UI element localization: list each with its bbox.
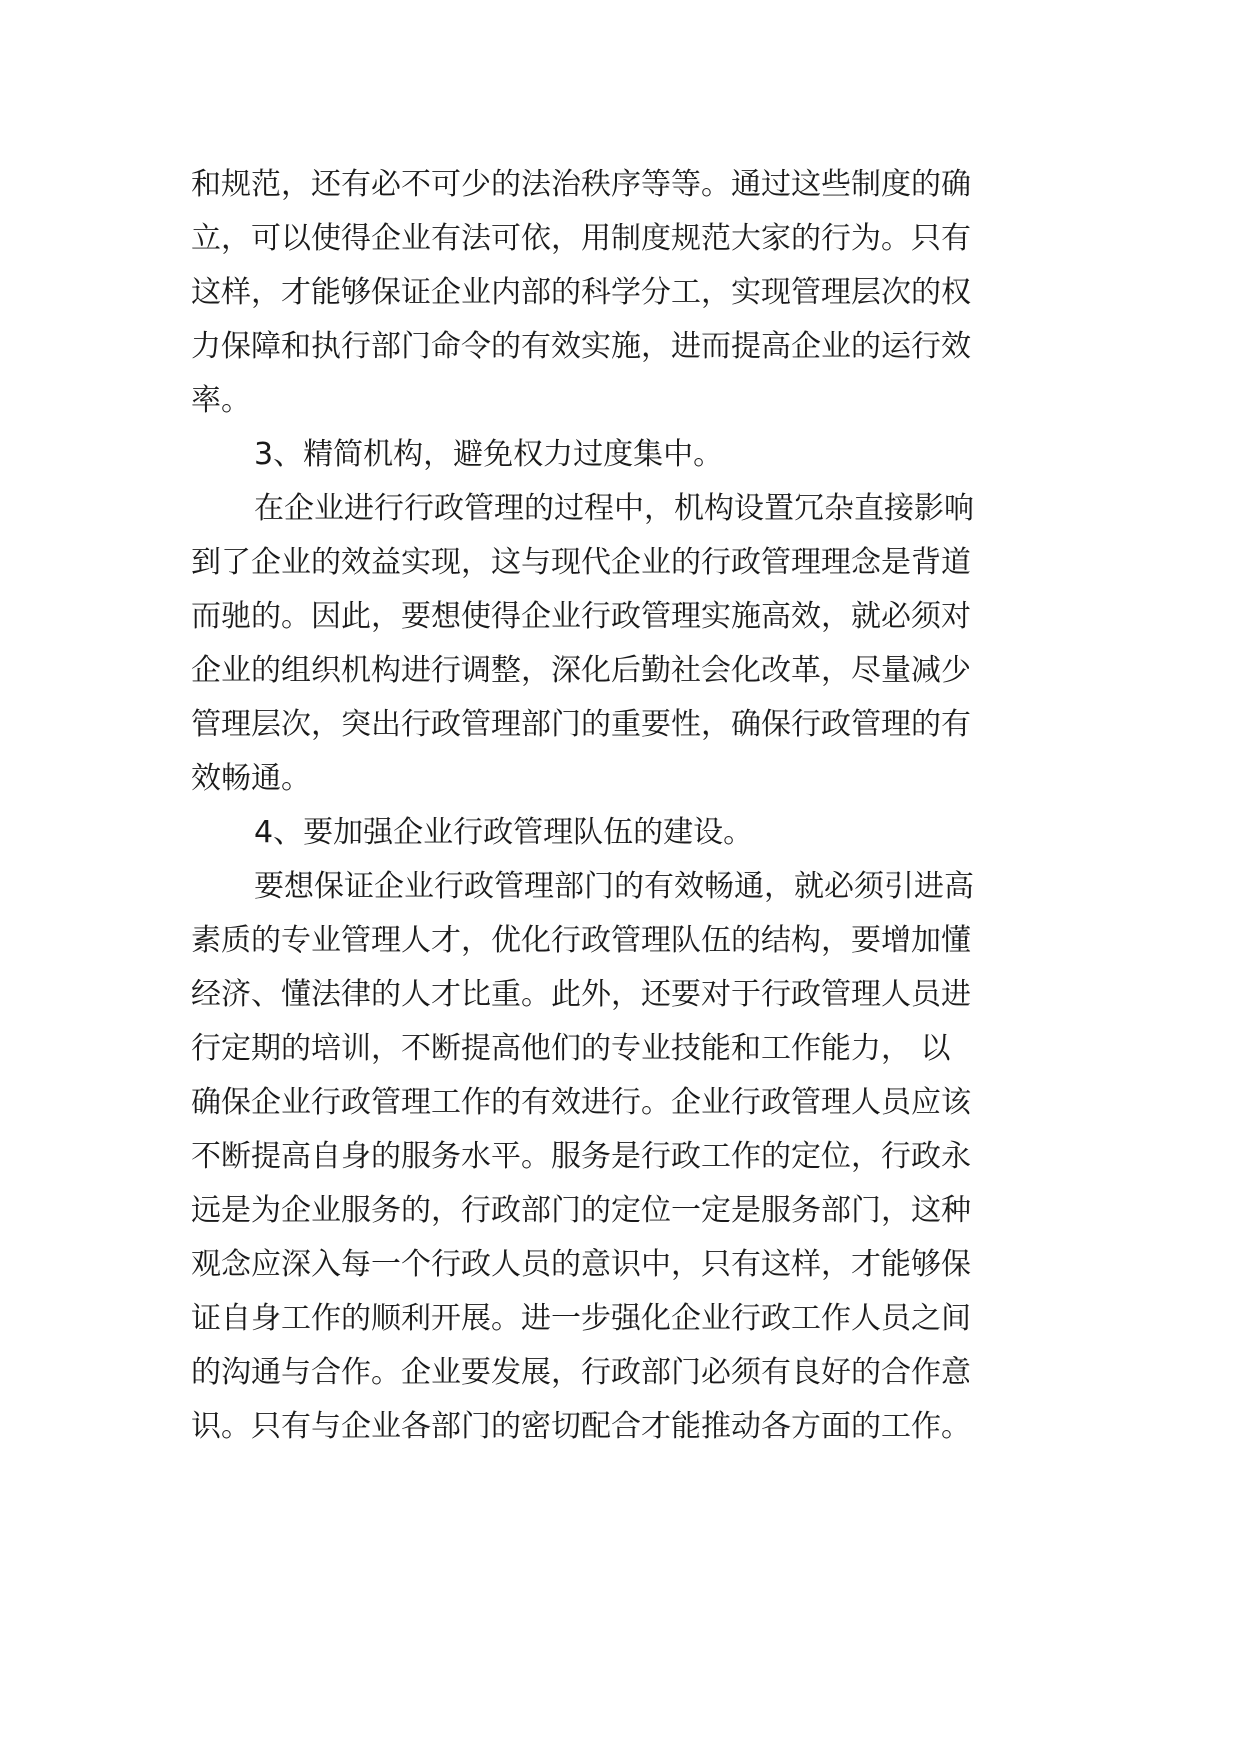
text-line: 证自身工作的顺利开展。进一步强化企业行政工作人员之间 xyxy=(191,1301,971,1336)
text-line: 这样，才能够保证企业内部的科学分工，实现管理层次的权 xyxy=(191,275,971,310)
text-line: 率。 xyxy=(191,383,251,418)
text-line: 经济、懂法律的人才比重。此外，还要对于行政管理人员进 xyxy=(191,977,971,1012)
text-line: 立，可以使得企业有法可依，用制度规范大家的行为。只有 xyxy=(191,221,971,256)
text-line: 识。只有与企业各部门的密切配合才能推动各方面的工作。 xyxy=(191,1409,971,1444)
text-line: 要想保证企业行政管理部门的有效畅通，就必须引进高 xyxy=(254,869,974,904)
text-line: 力保障和执行部门命令的有效实施，进而提高企业的运行效 xyxy=(191,329,971,364)
text-line: 的沟通与合作。企业要发展，行政部门必须有良好的合作意 xyxy=(191,1355,971,1390)
text-line: 素质的专业管理人才，优化行政管理队伍的结构，要增加懂 xyxy=(191,923,971,958)
text-line: 而驰的。因此，要想使得企业行政管理实施高效，就必须对 xyxy=(191,599,971,634)
text-line: 确保企业行政管理工作的有效进行。企业行政管理人员应该 xyxy=(191,1085,971,1120)
text-line: 远是为企业服务的，行政部门的定位一定是服务部门，这种 xyxy=(191,1193,971,1228)
text-line: 企业的组织机构进行调整，深化后勤社会化改革，尽量减少 xyxy=(191,653,971,688)
text-line: 效畅通。 xyxy=(191,761,311,796)
text-line: 行定期的培训，不断提高他们的专业技能和工作能力， 以 xyxy=(191,1031,951,1066)
text-line: 在企业进行行政管理的过程中，机构设置冗杂直接影响 xyxy=(254,491,974,526)
text-line: 和规范，还有必不可少的法治秩序等等。通过这些制度的确 xyxy=(191,167,971,202)
text-line: 到了企业的效益实现，这与现代企业的行政管理理念是背道 xyxy=(191,545,971,580)
text-line: 管理层次，突出行政管理部门的重要性，确保行政管理的有 xyxy=(191,707,971,742)
text-line: 不断提高自身的服务水平。服务是行政工作的定位，行政永 xyxy=(191,1139,971,1174)
section-heading: 4、要加强企业行政管理队伍的建设。 xyxy=(254,815,754,850)
section-heading: 3、精简机构，避免权力过度集中。 xyxy=(254,437,724,472)
text-line: 观念应深入每一个行政人员的意识中，只有这样，才能够保 xyxy=(191,1247,971,1282)
